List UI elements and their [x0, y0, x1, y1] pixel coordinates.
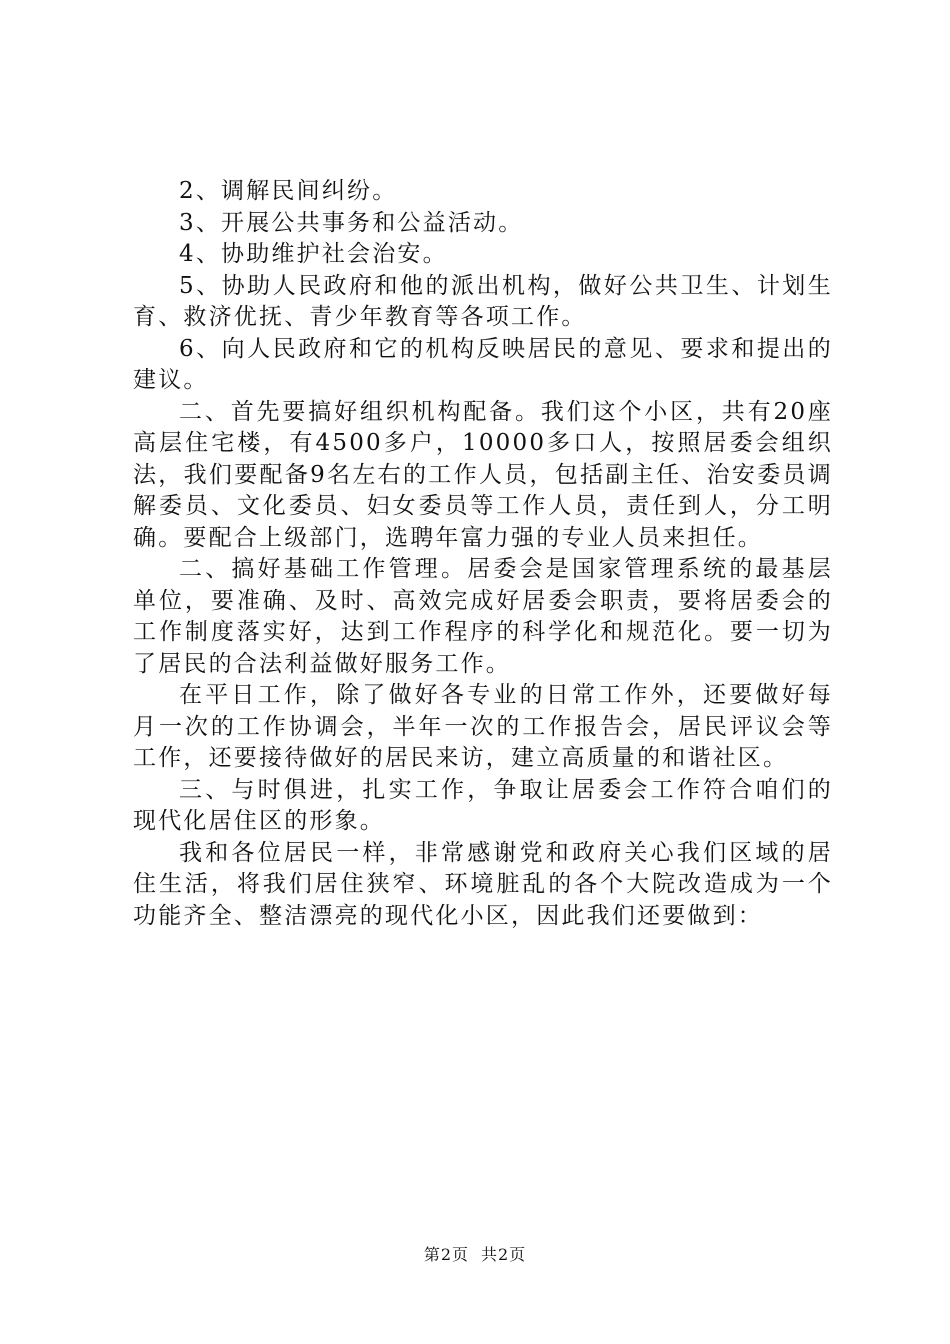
paragraph-item-2: 2、调解民间纠纷。 — [179, 178, 398, 204]
paragraph-organization: 二、首先要搞好组织机构配备。我们这个小区，共有20座高层住宅楼，有4500多户，10000多口人，按照居委会组织法，我们要配备9名左右的工作人员，包括副主任、治安委员调解委员、文化委员、妇女委员等工作人员，责任到人，分工明确。要配合上级部门，选聘年富力强的专业人员来担任。 — [133, 398, 833, 551]
paragraph-keep-pace: 三、与时俱进，扎实工作，争取让居委会工作符合咱们的现代化居住区的形象。 — [133, 776, 833, 834]
page-total: 共2页 — [481, 1245, 527, 1264]
paragraph-item-3: 3、开展公共事务和公益活动。 — [179, 209, 524, 236]
page-footer — [0, 1245, 950, 1265]
paragraph-daily-work: 在平日工作，除了做好各专业的日常工作外，还要做好每月一次的工作协调会，半年一次的工作报告会，居民评议会等工作，还要接待做好的居民来访，建立高质量的和谐社区。 — [133, 682, 833, 771]
paragraph-item-4: 4、协助维护社会治安。 — [179, 241, 448, 267]
paragraph-basic-management: 二、搞好基础工作管理。居委会是国家管理系统的最基层单位，要准确、及时、高效完成好居委会职责，要将居委会的工作制度落实好，达到工作程序的科学化和规范化。要一切为了居民的合法利益做好服务工作。 — [133, 556, 833, 677]
document-body — [133, 176, 833, 932]
paragraph-item-5: 5、协助人民政府和他的派出机构，做好公共卫生、计划生育、救济优抚、青少年教育等各项工作。 — [133, 272, 833, 330]
page-number: 第2页 — [423, 1245, 469, 1264]
paragraph-closing: 我和各位居民一样，非常感谢党和政府关心我们区域的居住生活，将我们居住狭窄、环境脏乱的各个大院改造成为一个功能齐全、整洁漂亮的现代化小区，因此我们还要做到： — [133, 839, 833, 929]
paragraph-item-6: 6、向人民政府和它的机构反映居民的意见、要求和提出的建议。 — [133, 335, 833, 393]
